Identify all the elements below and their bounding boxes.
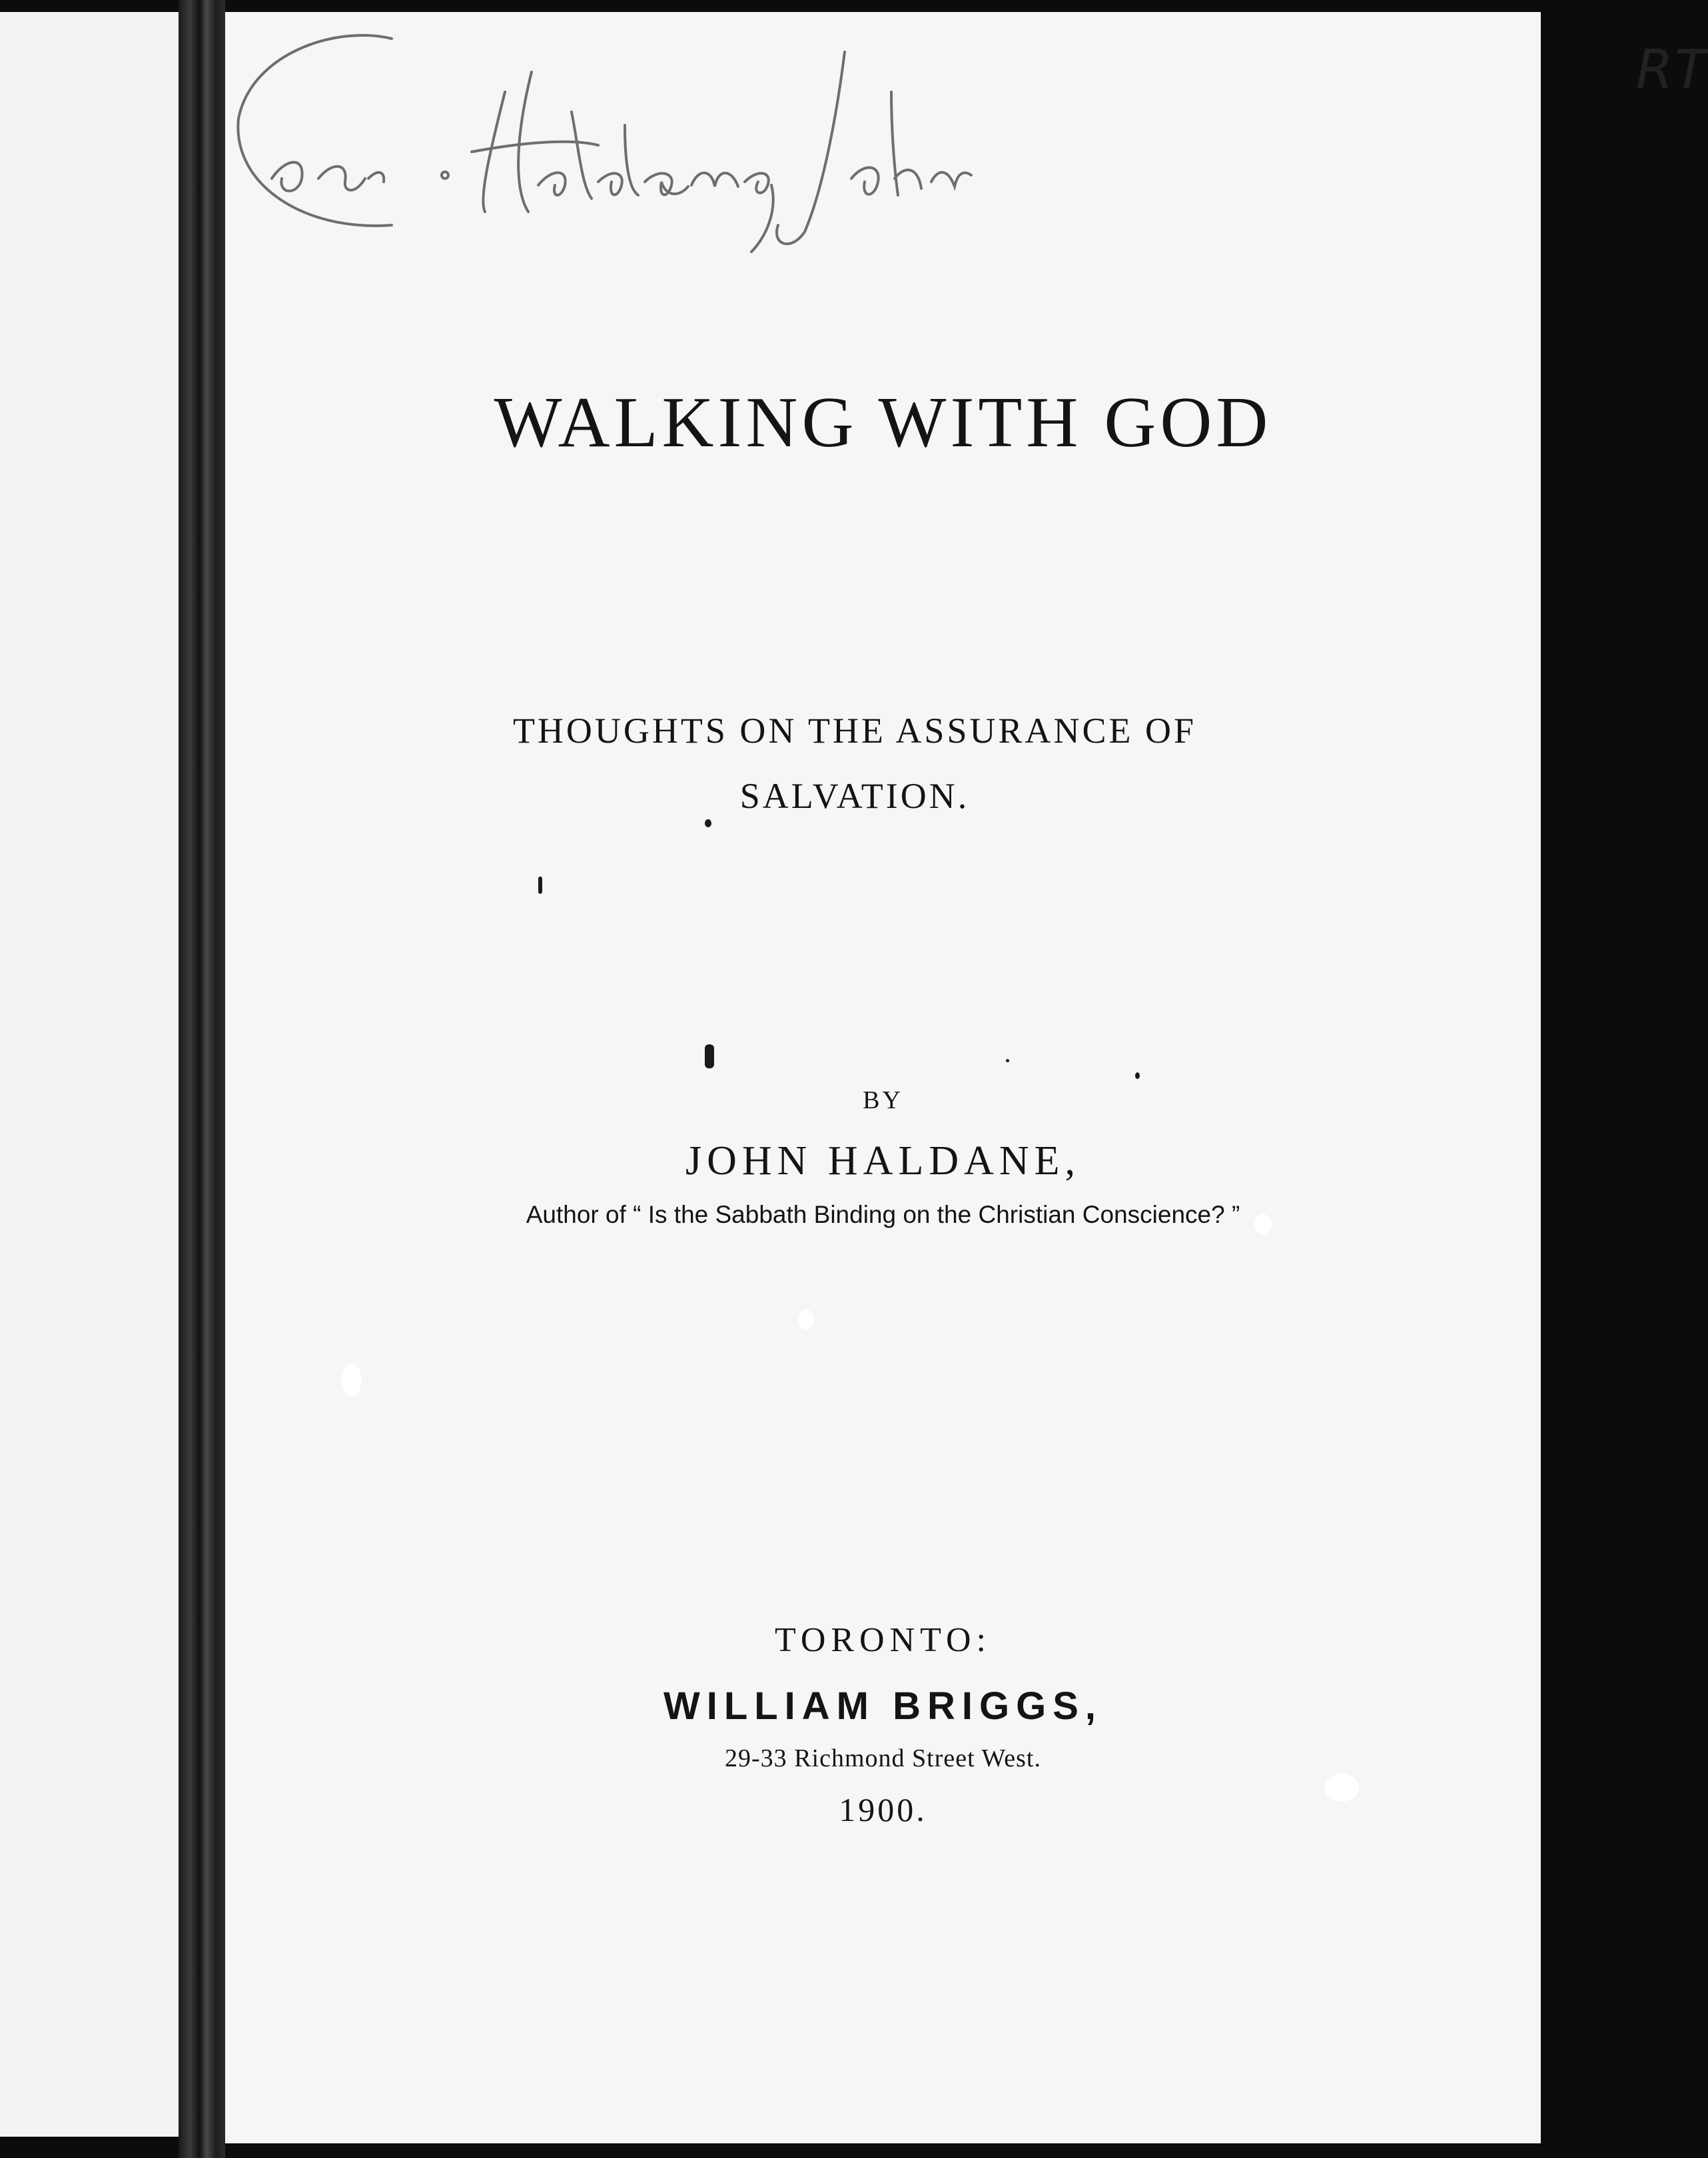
paper-blot — [1324, 1774, 1359, 1802]
paper-blot — [1254, 1214, 1272, 1234]
left-page-edge — [0, 12, 179, 2137]
print-speck — [1006, 1059, 1009, 1062]
handwritten-annotation — [225, 12, 1304, 278]
paper-blot — [342, 1364, 362, 1396]
book-gutter — [179, 0, 225, 2158]
corner-mark: RT — [1636, 39, 1708, 101]
publisher-address: 29-33 Richmond Street West. — [725, 1744, 1041, 1772]
author-note: Author of “ Is the Sabbath Binding on the Christian Conscience? ” — [526, 1201, 1240, 1228]
subtitle-line-2: SALVATION. — [739, 776, 970, 816]
book-subtitle — [422, 698, 1288, 829]
by-line: BY — [863, 1086, 903, 1114]
publisher-name: WILLIAM BRIGGS, — [663, 1684, 1103, 1728]
print-speck — [538, 877, 542, 894]
print-speck — [705, 1044, 714, 1068]
subtitle-line-1: THOUGHTS ON THE ASSURANCE OF — [512, 711, 1197, 751]
author-name: JOHN HALDANE, — [685, 1138, 1081, 1184]
publication-year: 1900. — [839, 1791, 927, 1828]
print-speck — [705, 819, 711, 827]
book-title: WALKING WITH GOD — [494, 383, 1272, 462]
paper-blot — [798, 1309, 814, 1329]
print-speck — [1135, 1072, 1140, 1079]
title-page — [225, 12, 1708, 2143]
publication-city: TORONTO: — [775, 1621, 991, 1659]
